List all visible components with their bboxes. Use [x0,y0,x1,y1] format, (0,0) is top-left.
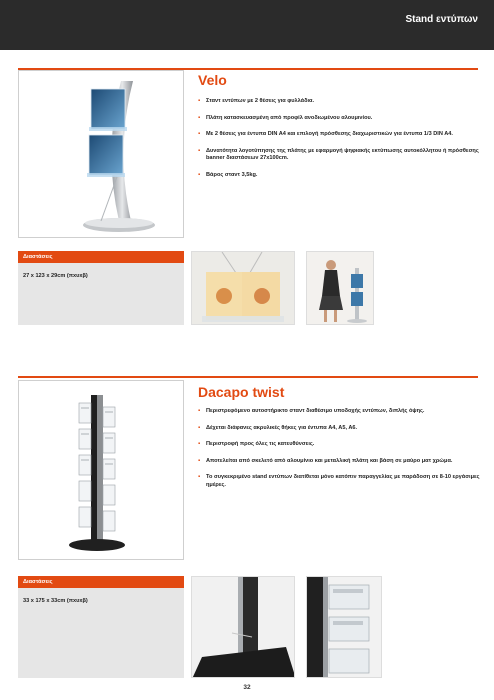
dacapo-stand-illustration [19,381,185,561]
stand-base-photo [192,577,295,678]
feature-item: ▪ Πλάτη κατασκευασμένη από προφίλ ανοδιωμένου αλουμινίου. [198,115,480,123]
product-name: Dacapo twist [198,384,285,400]
model-with-stand-photo [307,252,374,325]
velo-stand-illustration [19,71,185,239]
acrylic-pockets-photo [307,577,382,678]
feature-list [198,408,480,499]
product-photo-base [191,576,295,678]
feature-item: ▪ Το συγκεκριμένο stand εντύπων διατίθεται μόνο κατόπιν παραγγελίας με παράδοση σε 8-10 εργάσιμες ημέρες. [198,474,480,489]
product-name: Velo [198,72,227,88]
feature-item: ▪ Με 2 θέσεις για έντυπα DIN A4 και επιλογή πρόσθεσης διαχωριστικών για έντυπα 1/3 DIN A4. [198,131,480,139]
section-title: Stand εντύπων [405,14,478,25]
feature-item: ▪ Αποτελείται από σκελετό από αλουμίνιο και μεταλλική πλάτη και βάση σε μαύρο ματ χρώμα. [198,458,480,466]
dimensions-value: 33 x 175 x 33cm (πxυxβ) [23,598,88,604]
feature-item: ▪ Βάρος σταντ 3,5kg. [198,172,480,180]
page-number: 32 [243,684,251,691]
feature-item: ▪ Σταντ εντύπων με 2 θέσεις για φυλλάδια. [198,98,480,106]
product-photo-detail [191,251,295,325]
product-image-velo [18,70,184,238]
feature-item: ▪ Περιστρεφόμενο αυτοστήρικτο σταντ διαθέσιμο υποδοχής εντύπων, διπλής όψης. [198,408,480,416]
feature-item: ▪ Περιστροφή προς όλες τις κατευθύνσεις. [198,441,480,449]
feature-list [198,98,480,189]
header-bar [0,0,494,50]
product-photo-model [306,251,374,325]
product-image-dacapo-twist [18,380,184,560]
dimensions-label: Διαστάσεις [18,576,184,588]
dimensions-value: 27 x 123 x 29cm (πxυxβ) [23,273,88,279]
dimensions-label: Διαστάσεις [18,251,184,263]
dimensions-panel [18,251,184,325]
section-divider [18,376,478,378]
feature-item: ▪ Δυνατότητα λογοτύπησης της πλάτης με εφαρμογή ψηφιακής εκτύπωσης αυτοκόλλητου ή πρόσθεσης banner διαστάσεων 27x100cm. [198,148,480,163]
brochure-holder-photo [192,252,295,325]
dimensions-panel [18,576,184,678]
product-photo-pockets [306,576,382,678]
feature-item: ▪ Δέχεται διάφανες ακρυλικές θήκες για έντυπα A4, A5, A6. [198,425,480,433]
